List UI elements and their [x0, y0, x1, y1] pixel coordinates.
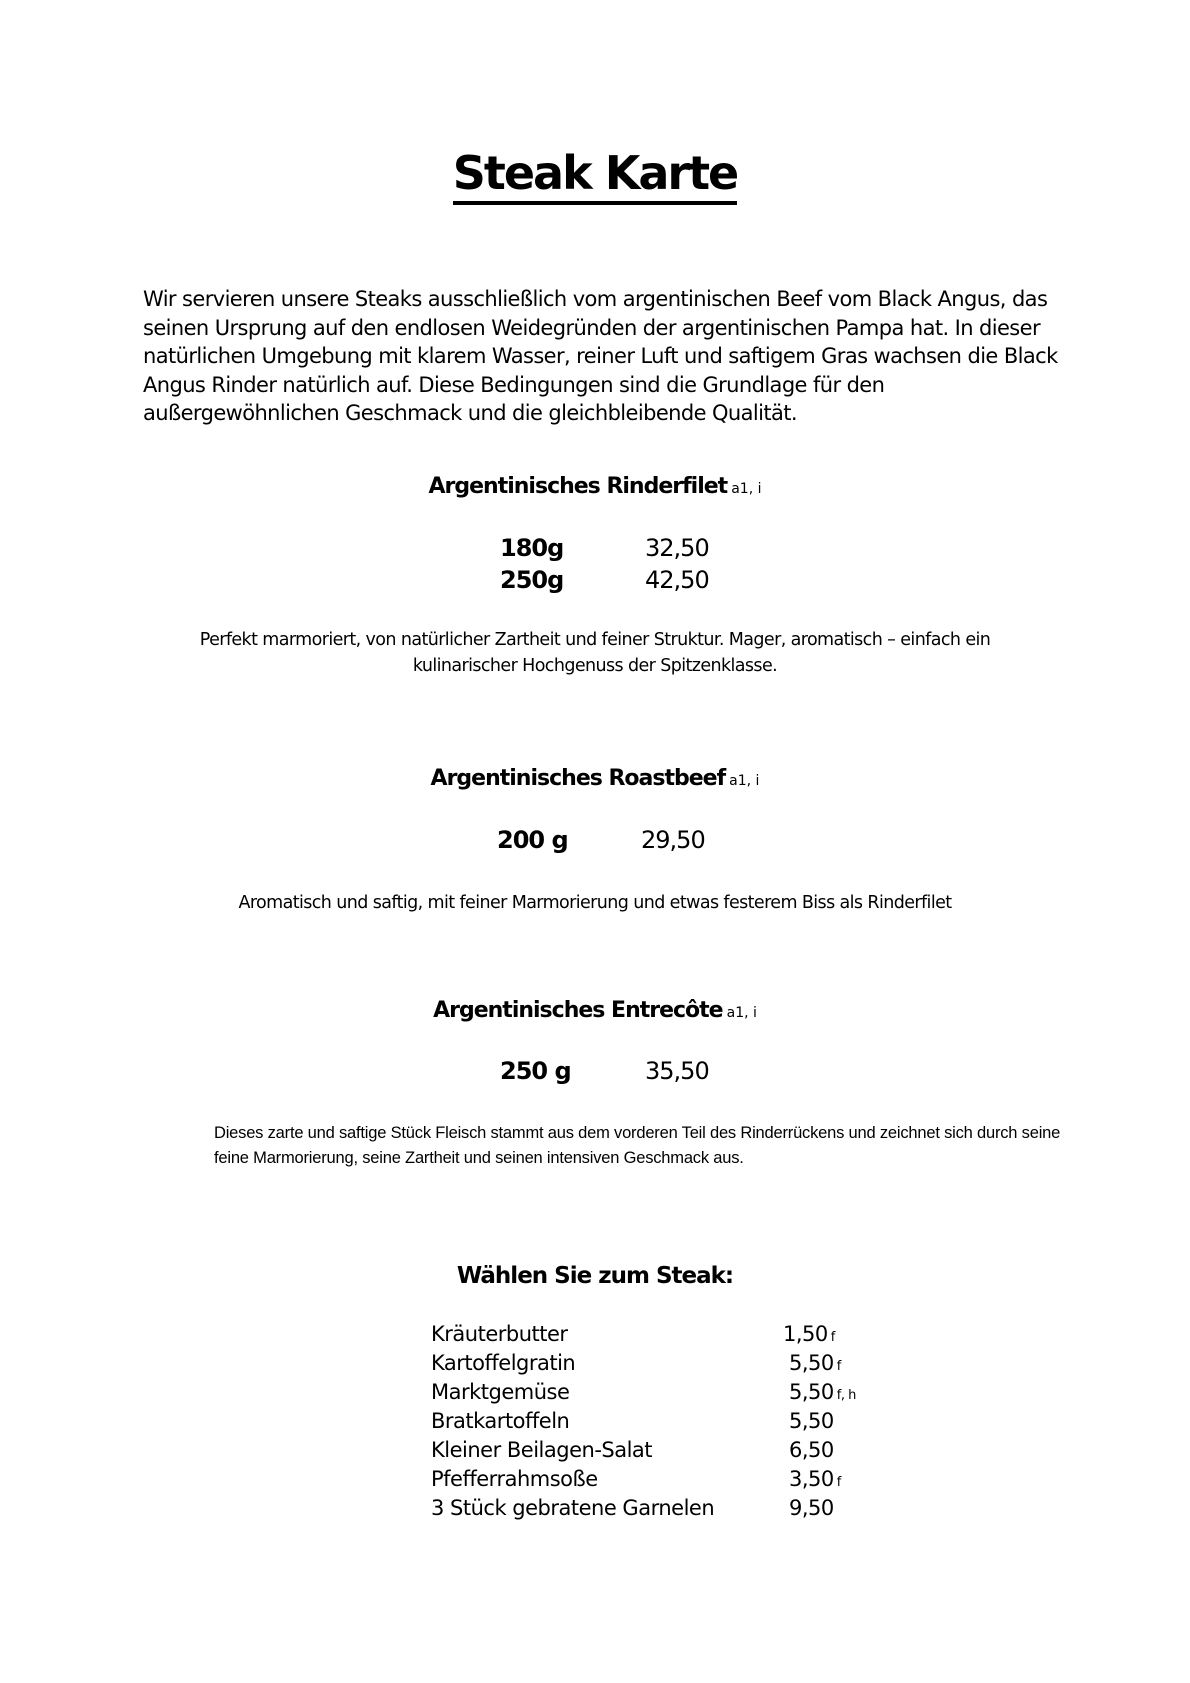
steak-weight: 250g [500, 566, 564, 594]
page-title [0, 146, 1190, 200]
addon-price-value: 9,50 [789, 1496, 834, 1520]
steak-description: Aromatisch und saftig, mit feiner Marmorierung und etwas festerem Biss als Rinderfilet [238, 893, 952, 913]
steak-allergens: a1, i [731, 481, 762, 497]
addon-allergens: f [836, 1359, 841, 1374]
addon-price-value: 5,50 [789, 1409, 834, 1433]
page-title-text: Steak Karte [453, 146, 738, 205]
steak-name: Argentinisches Entrecôte [433, 998, 723, 1023]
addon-price-value: 5,50 [789, 1351, 834, 1375]
addon-allergens: f, h [836, 1388, 856, 1403]
addon-name: Bratkartoffeln [431, 1409, 570, 1433]
addon-price-value: 6,50 [789, 1438, 834, 1462]
steak-weight: 200 g [497, 826, 568, 854]
addon-price [789, 1380, 856, 1404]
steak-allergens: a1, i [729, 773, 760, 789]
addon-price [783, 1322, 835, 1346]
steak-price: 42,50 [645, 566, 709, 594]
steak-description: Perfekt marmoriert, von natürlicher Zartheit und feiner Struktur. Mager, aromatisch – einfach ein kulinarischer Hochgenuss der Spitzenklasse. [199, 630, 991, 676]
addon-row [431, 1380, 856, 1409]
addon-price-value: 3,50 [789, 1467, 834, 1491]
steak-weight: 250 g [500, 1057, 571, 1085]
addon-price [789, 1467, 841, 1491]
addon-name: Pfefferrahmsoße [431, 1467, 598, 1491]
steak-heading-rinderfilet [0, 474, 1190, 499]
addon-row [431, 1467, 851, 1496]
addon-name: Marktgemüse [431, 1380, 570, 1404]
steak-name: Argentinisches Roastbeef [430, 766, 726, 791]
steak-weight: 180g [500, 534, 564, 562]
addon-name: 3 Stück gebratene Garnelen [431, 1496, 715, 1520]
addon-row [431, 1409, 851, 1438]
addon-price [789, 1438, 837, 1462]
addon-row [431, 1438, 851, 1467]
addon-price [789, 1409, 837, 1433]
addon-allergens: f [836, 1475, 841, 1490]
addon-row [431, 1351, 851, 1380]
addon-row [431, 1322, 851, 1351]
addons-title: Wählen Sie zum Steak: [456, 1263, 734, 1289]
addon-row [431, 1496, 851, 1525]
addon-name: Kleiner Beilagen-Salat [431, 1438, 653, 1462]
addon-allergens: f [830, 1330, 835, 1345]
intro-paragraph: Wir servieren unsere Steaks ausschließlich vom argentinischen Beef vom Black Angus, das seinen Ursprung auf den endlosen Weidegründen der argentinischen Pampa hat. In dieser natürlichen Umgebung mit klarem Wasser, reiner Luft und saftigem Gras wachsen die Black Angus Rinder natürlich auf. Diese Bedingungen sind die Grundlage für den außergewöhnlichen Geschmack und die gleichbleibende Qualität. [143, 287, 1058, 425]
addon-price [789, 1496, 837, 1520]
addon-price [789, 1351, 841, 1375]
addon-name: Kartoffelgratin [431, 1351, 576, 1375]
steak-name: Argentinisches Rinderfilet [428, 474, 728, 499]
steak-heading-roastbeef [0, 766, 1190, 791]
steak-price: 35,50 [645, 1057, 709, 1085]
steak-price: 32,50 [645, 534, 709, 562]
addon-price-value: 5,50 [789, 1380, 834, 1404]
steak-heading-entrecote [0, 998, 1190, 1023]
addon-price-value: 1,50 [783, 1322, 828, 1346]
steak-description: Dieses zarte und saftige Stück Fleisch stammt aus dem vorderen Teil des Rinderrückens und zeichnet sich durch seine feine Marmorierung, seine Zartheit und seinen intensiven Geschmack aus. [214, 1124, 1061, 1167]
addon-name: Kräuterbutter [431, 1322, 568, 1346]
steak-allergens: a1, i [726, 1005, 757, 1021]
steak-price: 29,50 [641, 826, 705, 854]
